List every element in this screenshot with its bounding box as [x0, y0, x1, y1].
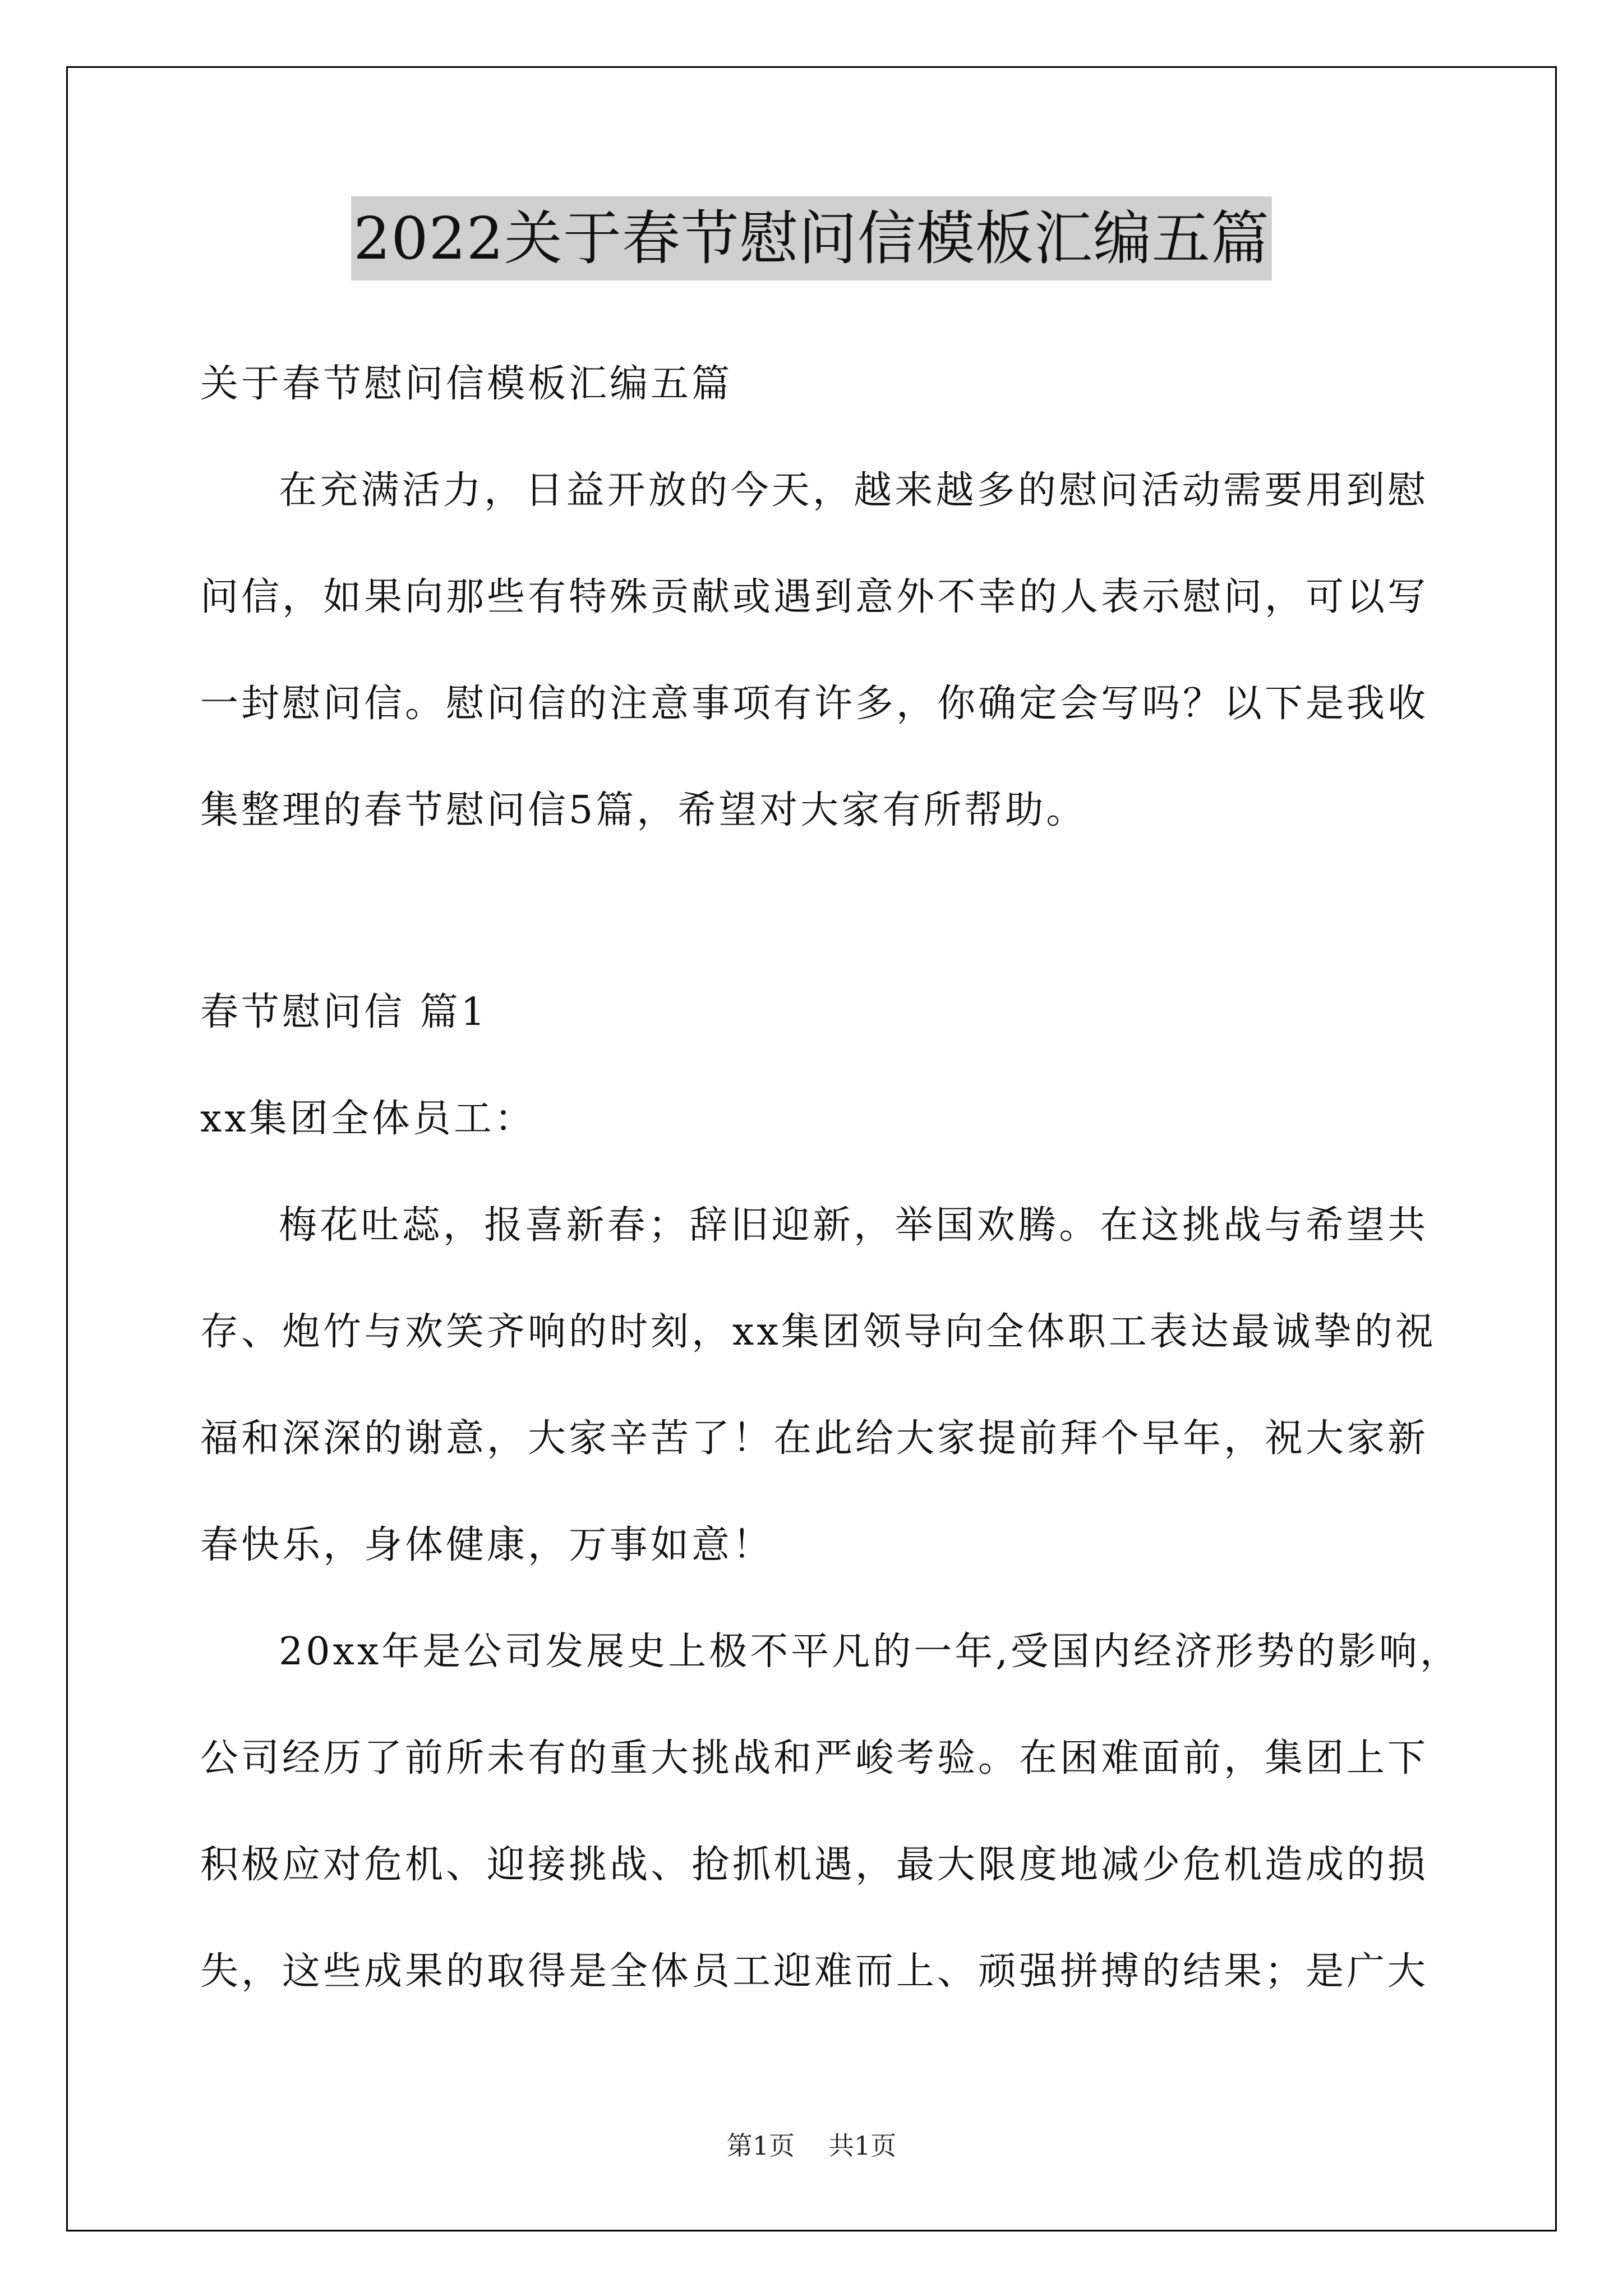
title-block — [0, 196, 1623, 280]
paragraph-line: 积极应对危机、迎接挑战、抢抓机遇，最大限度地减少危机造成的损 — [200, 1843, 1429, 1887]
salutation: xx集团全体员工： — [200, 1097, 536, 1141]
paragraph-line: 20xx年是公司发展史上极不平凡的一年,受国内经济形势的影响， — [279, 1630, 1461, 1674]
paragraph-line: 失，这些成果的取得是全体员工迎难而上、顽强拼搏的结果；是广大 — [200, 1949, 1429, 1994]
document-subtitle: 关于春节慰问信模板汇编五篇 — [200, 362, 733, 406]
paragraph-line: 公司经历了前所未有的重大挑战和严峻考验。在困难面前，集团上下 — [200, 1736, 1429, 1780]
paragraph-line: 梅花吐蕊，报喜新春；辞旧迎新，举国欢腾。在这挑战与希望共 — [279, 1203, 1428, 1248]
document-title: 2022关于春节慰问信模板汇编五篇 — [351, 196, 1272, 280]
section-heading: 春节慰问信 篇1 — [200, 990, 488, 1034]
page-total: 共1页 — [828, 2131, 897, 2161]
paragraph-line: 春快乐，身体健康，万事如意！ — [200, 1523, 774, 1567]
paragraph-line: 福和深深的谢意，大家辛苦了！在此给大家提前拜个早年，祝大家新 — [200, 1416, 1429, 1461]
paragraph-gap — [200, 864, 1428, 959]
paragraph-line: 存、炮竹与欢笑齐响的时刻，xx集团领导向全体职工表达最诚挚的祝 — [200, 1310, 1436, 1354]
page-footer — [0, 2129, 1623, 2162]
page-number: 第1页 — [726, 2131, 795, 2161]
intro-line: 问信，如果向那些有特殊贡献或遇到意外不幸的人表示慰问，可以写 — [200, 575, 1429, 619]
intro-line: 一封慰问信。慰问信的注意事项有许多，你确定会写吗？以下是我收 — [200, 682, 1429, 726]
intro-line: 集整理的春节慰问信5篇，希望对大家有所帮助。 — [200, 788, 1087, 832]
document-body — [200, 331, 1461, 2025]
intro-line: 在充满活力，日益开放的今天，越来越多的慰问活动需要用到慰 — [279, 468, 1428, 513]
